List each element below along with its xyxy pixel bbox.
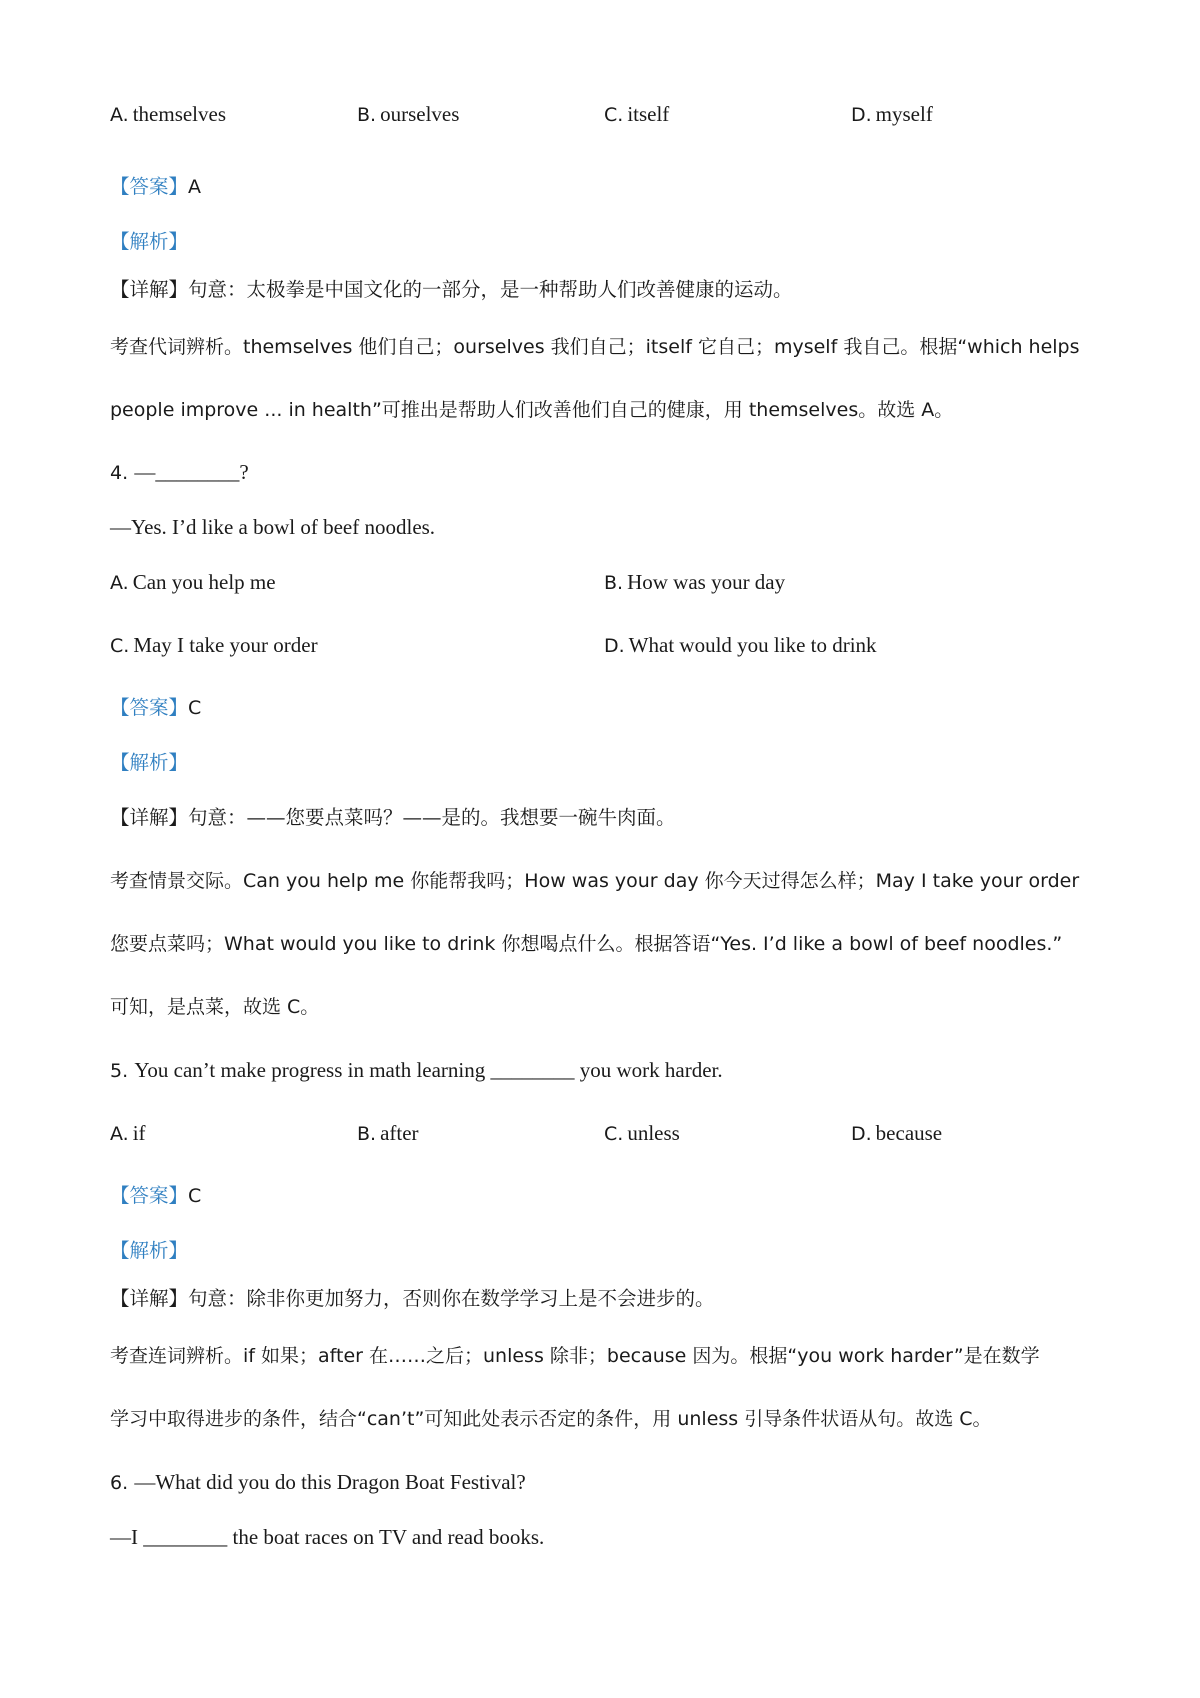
q5-option-a bbox=[110, 1118, 146, 1151]
q3-option-b bbox=[357, 99, 459, 132]
option-key: A. bbox=[110, 572, 129, 594]
question-number: 6. bbox=[110, 1472, 129, 1494]
answer-value: A bbox=[188, 176, 202, 198]
option-text: because bbox=[875, 1121, 943, 1145]
answer-tag: 【答案】 bbox=[110, 175, 189, 198]
q4-explain-line-2: 您要点菜吗；What would you like to drink 你想喝点什么。根据答语“Yes. I’d like a bowl of beef noodles.” bbox=[110, 933, 1063, 955]
q3-explain-line-1: 考查代词辨析。themselves 他们自己；ourselves 我们自己；itself 它自己；myself 我自己。根据“which helps bbox=[110, 336, 1080, 358]
option-key: D. bbox=[851, 104, 872, 126]
option-text: itself bbox=[627, 102, 670, 126]
q4-explain-line-1: 考查情景交际。Can you help me 你能帮我吗；How was your day 你今天过得怎么样；May I take your order bbox=[110, 870, 1080, 892]
option-text: unless bbox=[627, 1121, 680, 1145]
answer-tag: 【答案】 bbox=[110, 1184, 189, 1207]
q5-detail: 【详解】句意：除非你更加努力，否则你在数学学习上是不会进步的。 bbox=[110, 1287, 715, 1310]
option-text: after bbox=[380, 1121, 419, 1145]
q5-option-d bbox=[851, 1118, 942, 1151]
option-text: themselves bbox=[132, 102, 227, 126]
q6-stem bbox=[110, 1467, 526, 1498]
q4-answer bbox=[110, 693, 201, 723]
q4-option-c bbox=[110, 630, 318, 663]
q4-stem bbox=[110, 457, 249, 488]
option-key: C. bbox=[110, 635, 130, 657]
option-text: myself bbox=[875, 102, 933, 126]
option-key: A. bbox=[110, 104, 129, 126]
question-text: —What did you do this Dragon Boat Festival? bbox=[134, 1470, 526, 1494]
q4-analysis-tag: 【解析】 bbox=[110, 751, 189, 774]
option-text: How was your day bbox=[627, 570, 786, 594]
q4-explain-line-3: 可知，是点菜，故选 C。 bbox=[110, 996, 320, 1018]
option-key: B. bbox=[357, 104, 377, 126]
answer-tag: 【答案】 bbox=[110, 696, 189, 719]
option-text: What would you like to drink bbox=[628, 633, 877, 657]
q3-option-a bbox=[110, 99, 226, 132]
option-key: D. bbox=[851, 1123, 872, 1145]
answer-value: C bbox=[188, 697, 202, 719]
option-text: if bbox=[132, 1121, 146, 1145]
option-text: May I take your order bbox=[133, 633, 318, 657]
q3-option-d bbox=[851, 99, 933, 132]
question-text: You can’t make progress in math learning ________ you work harder. bbox=[134, 1058, 723, 1082]
q5-stem bbox=[110, 1055, 723, 1086]
question-number: 5. bbox=[110, 1060, 129, 1082]
q4-option-d bbox=[604, 630, 877, 663]
option-key: A. bbox=[110, 1123, 129, 1145]
q4-option-b bbox=[604, 567, 785, 600]
q5-option-c bbox=[604, 1118, 680, 1151]
q3-answer bbox=[110, 172, 201, 202]
q3-analysis-tag: 【解析】 bbox=[110, 230, 189, 253]
q6-reply: —I ________ the boat races on TV and read books. bbox=[110, 1525, 545, 1549]
q4-detail: 【详解】句意：——您要点菜吗？——是的。我想要一碗牛肉面。 bbox=[110, 806, 676, 829]
q4-option-a bbox=[110, 567, 276, 600]
q5-explain-line-2: 学习中取得进步的条件，结合“can’t”可知此处表示否定的条件，用 unless 引导条件状语从句。故选 C。 bbox=[110, 1408, 992, 1430]
question-number: 4. bbox=[110, 462, 129, 484]
option-text: ourselves bbox=[380, 102, 460, 126]
option-key: C. bbox=[604, 1123, 624, 1145]
q4-reply: —Yes. I’d like a bowl of beef noodles. bbox=[110, 515, 436, 539]
q3-option-c bbox=[604, 99, 669, 132]
q5-explain-line-1: 考查连词辨析。if 如果；after 在……之后；unless 除非；because 因为。根据“you work harder”是在数学 bbox=[110, 1345, 1040, 1367]
option-key: B. bbox=[357, 1123, 377, 1145]
option-key: C. bbox=[604, 104, 624, 126]
q5-option-b bbox=[357, 1118, 419, 1151]
answer-value: C bbox=[188, 1185, 202, 1207]
q3-detail: 【详解】句意：太极拳是中国文化的一部分，是一种帮助人们改善健康的运动。 bbox=[110, 278, 793, 301]
q5-answer bbox=[110, 1181, 201, 1211]
option-key: B. bbox=[604, 572, 624, 594]
option-text: Can you help me bbox=[132, 570, 276, 594]
question-text: —________? bbox=[134, 460, 249, 484]
q5-analysis-tag: 【解析】 bbox=[110, 1239, 189, 1262]
option-key: D. bbox=[604, 635, 625, 657]
q3-explain-line-2: people improve ... in health”可推出是帮助人们改善他们自己的健康，用 themselves。故选 A。 bbox=[110, 399, 954, 421]
